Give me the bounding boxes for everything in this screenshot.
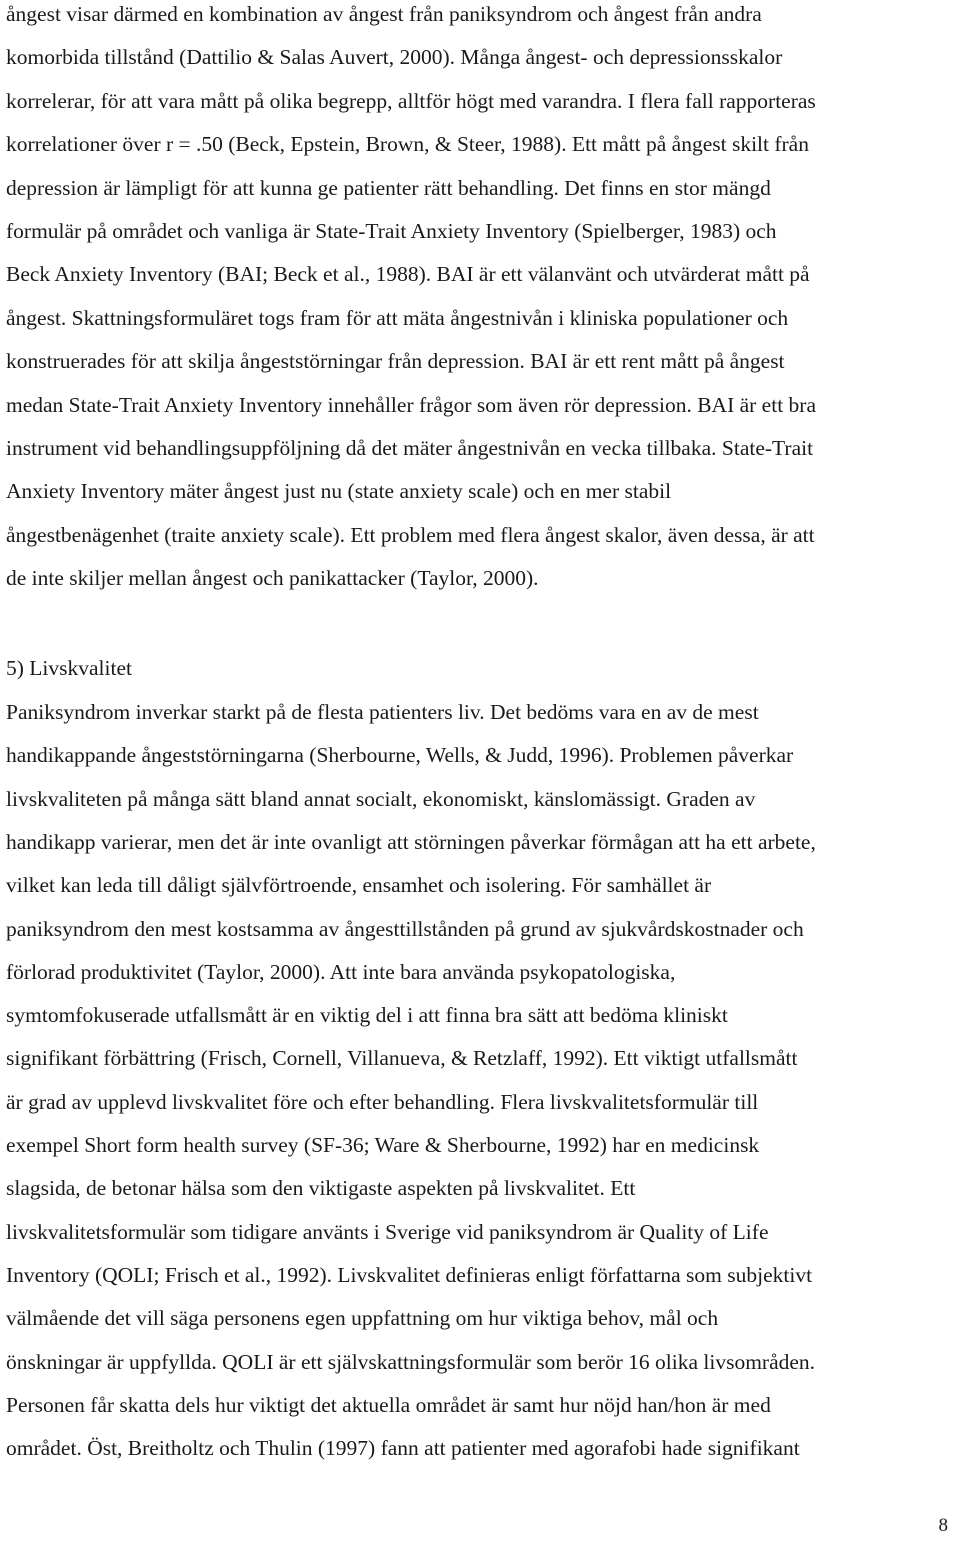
text-line: formulär på området och vanliga är State-Trait Anxiety Inventory (Spielberger, 1983) och bbox=[6, 219, 777, 243]
text-line: Inventory (QOLI; Frisch et al., 1992). Livskvalitet definieras enligt författarna som subjektivt bbox=[6, 1262, 813, 1287]
text-line: medan State-Trait Anxiety Inventory innehåller frågor som även rör depression. BAI är ett bra bbox=[6, 392, 816, 417]
text-line: Beck Anxiety Inventory (BAI; Beck et al., 1988). BAI är ett välanvänt och utvärderat mått på bbox=[6, 262, 810, 287]
text-line: förlorad produktivitet (Taylor, 2000). Att inte bara använda psykopatologiska, bbox=[6, 959, 676, 984]
text-line: symtomfokuserade utfallsmått är en viktig del i att finna bra sätt att bedöma kliniskt bbox=[6, 1003, 728, 1028]
text-line: korrelerar, för att vara mått på olika begrepp, alltför högt med varandra. I flera fall rapporteras bbox=[6, 88, 816, 113]
text-line: de inte skiljer mellan ångest och panikattacker (Taylor, 2000). bbox=[6, 566, 539, 591]
section-heading: 5) Livskvalitet bbox=[6, 656, 132, 680]
text-line: området. Öst, Breitholtz och Thulin (1997) fann att patienter med agorafobi hade signifikant bbox=[6, 1436, 800, 1461]
text-line: slagsida, de betonar hälsa som den viktigaste aspekten på livskvalitet. Ett bbox=[6, 1176, 636, 1201]
text-line: konstruerades för att skilja ångeststörningar från depression. BAI är ett rent mått på ångest bbox=[6, 349, 785, 374]
text-line: livskvalitetsformulär som tidigare använts i Sverige vid paniksyndrom är Quality of Life bbox=[6, 1219, 769, 1244]
text-line: önskningar är uppfyllda. QOLI är ett självskattningsformulär som berör 16 olika livsområden. bbox=[6, 1349, 816, 1374]
text-line: Personen får skatta dels hur viktigt det aktuella området är samt hur nöjd han/hon är med bbox=[6, 1392, 771, 1417]
text-line: är grad av upplevd livskvalitet före och efter behandling. Flera livskvalitetsformulär till bbox=[6, 1089, 759, 1114]
text-line: vilket kan leda till dåligt självförtroende, ensamhet och isolering. För samhället är bbox=[6, 873, 712, 898]
text-line: korrelationer över r = .50 (Beck, Epstein, Brown, & Steer, 1988). Ett mått på ångest skilt från bbox=[6, 132, 809, 157]
text-line: exempel Short form health survey (SF-36; Ware & Sherbourne, 1992) har en medicinsk bbox=[6, 1133, 760, 1157]
text-line: handikappande ångeststörningarna (Sherbourne, Wells, & Judd, 1996). Problemen påverkar bbox=[6, 743, 794, 768]
text-line: välmående det vill säga personens egen uppfattning om hur viktiga behov, mål och bbox=[6, 1306, 719, 1331]
text-line: komorbida tillstånd (Dattilio & Salas Auvert, 2000). Många ångest- och depressionsskalor bbox=[6, 45, 783, 70]
text-line: Anxiety Inventory mäter ångest just nu (state anxiety scale) och en mer stabil bbox=[6, 479, 672, 504]
text-line: ångestbenägenhet (traite anxiety scale). Ett problem med flera ångest skalor, även dessa, är att bbox=[6, 522, 815, 547]
page-number: 8 bbox=[938, 1515, 948, 1536]
text-line: depression är lämpligt för att kunna ge patienter rätt behandling. Det finns en stor mängd bbox=[6, 175, 771, 200]
text-line: handikapp varierar, men det är inte ovanligt att störningen påverkar förmågan att ha ett arbete, bbox=[6, 829, 816, 854]
text-line: Paniksyndrom inverkar starkt på de flesta patienters liv. Det bedöms vara en av de mest bbox=[6, 700, 759, 724]
text-line: paniksyndrom den mest kostsamma av ångesttillstånden på grund av sjukvårdskostnader och bbox=[6, 916, 804, 941]
text-line: livskvaliteten på många sätt bland annat socialt, ekonomiskt, känslomässigt. Graden av bbox=[6, 786, 756, 811]
text-line: ångest. Skattningsformuläret togs fram för att mäta ångestnivån i kliniska populationer och bbox=[6, 305, 789, 330]
text-line: signifikant förbättring (Frisch, Cornell, Villanueva, & Retzlaff, 1992). Ett viktigt utfallsmått bbox=[6, 1046, 798, 1071]
text-line: ångest visar därmed en kombination av ångest från paniksyndrom och ångest från andra bbox=[6, 2, 762, 26]
text-line: instrument vid behandlingsuppföljning då det mäter ångestnivån en vecka tillbaka. State-Trait bbox=[6, 436, 814, 460]
